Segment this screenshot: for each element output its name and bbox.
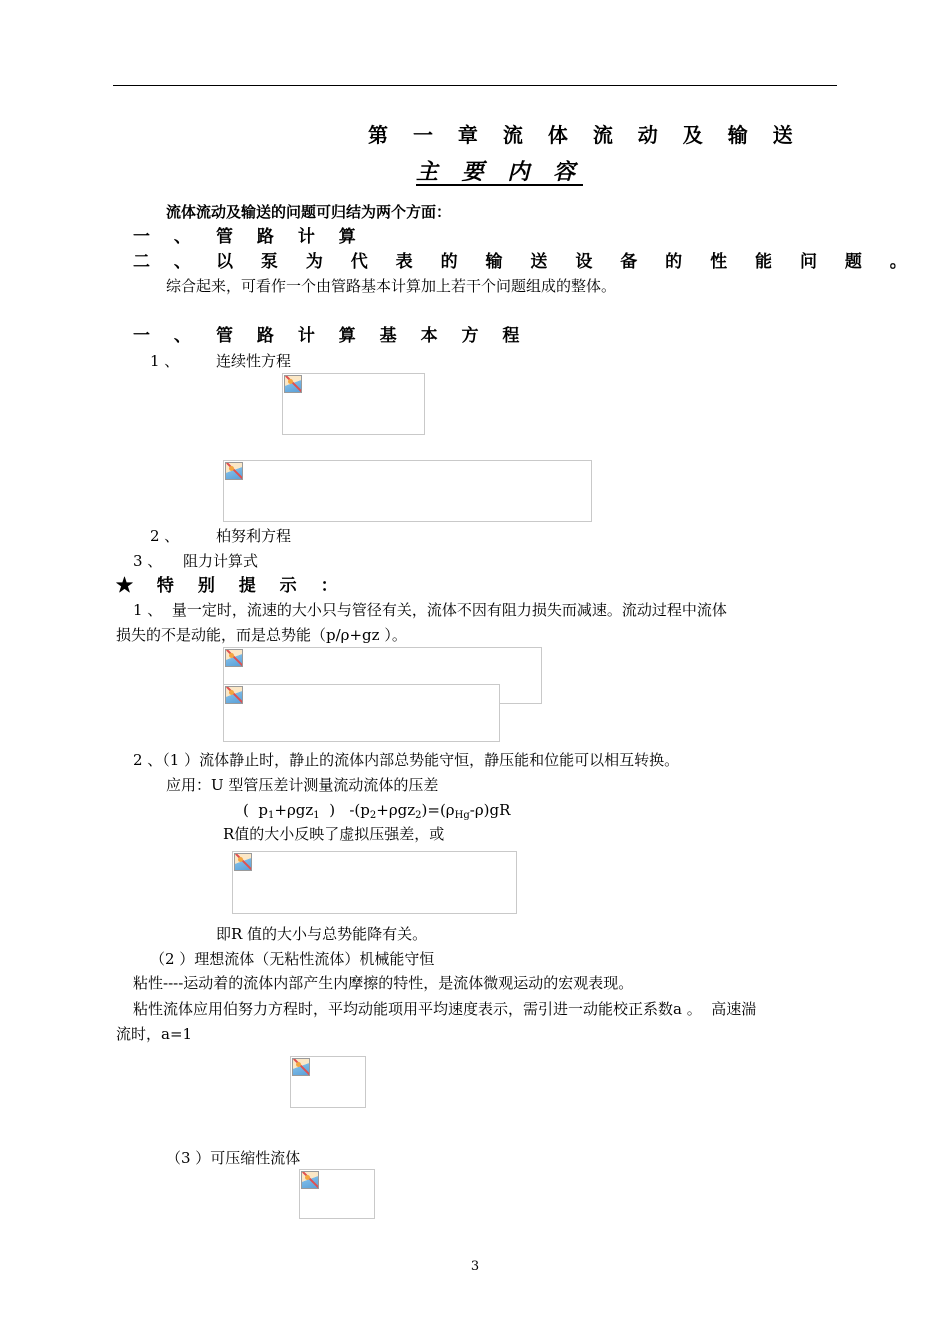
- equation-image: [282, 373, 425, 435]
- sub3-text: 阻力计算式: [183, 552, 259, 570]
- broken-image-icon: [234, 853, 252, 871]
- section-subtitle: 主 要 内 容: [416, 159, 583, 185]
- broken-image-icon: [301, 1171, 319, 1189]
- section1-title: 管 路 计 算 基 本 方 程: [216, 326, 529, 346]
- tip2-line1: 2 、（1 ）流体静止时，静止的流体内部总势能守恒，静压能和位能可以相互转换。: [133, 751, 680, 769]
- tip2-part2-title: （2 ）理想流体（无粘性流体）机械能守恒: [150, 950, 435, 968]
- intro-item2-number: 二 、: [133, 252, 200, 272]
- equation-image: [232, 851, 517, 914]
- chapter-title: 第 一 章 流 体 流 动 及 输 送: [368, 123, 802, 147]
- viscous-flow-line2: 流时，a=1: [116, 1025, 193, 1043]
- intro-item2-text: 以 泵 为 代 表 的 输 送 设 备 的 性 能 问 题 。: [216, 252, 918, 272]
- broken-image-icon: [225, 462, 243, 480]
- formula-part: )=(ρ: [421, 801, 455, 819]
- tip1-line2: 损失的不是动能，而是总势能（p/ρ+gz ）。: [116, 626, 407, 644]
- equation-image: [223, 460, 592, 522]
- formula-subscript: 1: [313, 810, 320, 821]
- r-value-line: R值的大小反映了虚拟压强差，或: [223, 825, 445, 843]
- intro-lead: 流体流动及输送的问题可归结为两个方面：: [166, 203, 452, 221]
- intro-item1-number: 一 、: [133, 227, 200, 247]
- broken-image-icon: [292, 1058, 310, 1076]
- formula-subscript: 2: [369, 810, 377, 821]
- equation-image: [290, 1056, 366, 1108]
- formula-part: +ρgz: [376, 801, 416, 819]
- sub1-text: 连续性方程: [216, 352, 292, 370]
- broken-image-icon: [284, 375, 302, 393]
- broken-image-icon: [225, 649, 243, 667]
- formula-subscript: Hg: [454, 810, 470, 821]
- page-number: 3: [470, 1259, 480, 1274]
- formula-part: +ρgz: [274, 801, 314, 819]
- intro-summary: 综合起来，可看作一个由管路基本计算加上若干个问题组成的整体。: [166, 277, 617, 295]
- r-value-line2: 即R 值的大小与总势能降有关。: [216, 925, 428, 943]
- sub2-number: 2 、: [150, 527, 180, 545]
- formula-subscript: 1: [268, 810, 275, 821]
- equation-image: [299, 1169, 375, 1219]
- tip1-line1: 1 、 量一定时，流速的大小只与管径有关，流体不因有阻力损失而减速。流动过程中流体: [133, 601, 727, 619]
- sub3-number: 3 、: [133, 552, 163, 570]
- section1-number: 一 、: [133, 326, 200, 346]
- broken-image-icon: [225, 686, 243, 704]
- header-rule: [113, 85, 837, 86]
- tip2-application: 应用：U 型管压差计测量流动流体的压差: [166, 776, 439, 794]
- viscous-flow-line1: 粘性流体应用伯努力方程时，平均动能项用平均速度表示，需引进一动能校正系数a 。 高速湍: [133, 1000, 757, 1018]
- tip2-part3-title: （3 ）可压缩性流体: [166, 1149, 301, 1167]
- formula-part: ( p: [243, 801, 268, 819]
- sub1-number: 1 、: [150, 352, 180, 370]
- tips-heading: ★ 特 别 提 示 ：: [116, 576, 347, 596]
- sub2-text: 柏努利方程: [216, 527, 292, 545]
- viscosity-definition: 粘性----运动着的流体内部产生内摩擦的特性，是流体微观运动的宏观表现。: [133, 974, 634, 992]
- formula-part: ) -(p: [319, 801, 370, 819]
- formula-part: -ρ)gR: [469, 801, 511, 819]
- pressure-difference-formula: [243, 801, 510, 819]
- equation-image: [223, 684, 500, 742]
- intro-item1-text: 管 路 计 算: [216, 227, 365, 247]
- formula-subscript: 2: [415, 810, 422, 821]
